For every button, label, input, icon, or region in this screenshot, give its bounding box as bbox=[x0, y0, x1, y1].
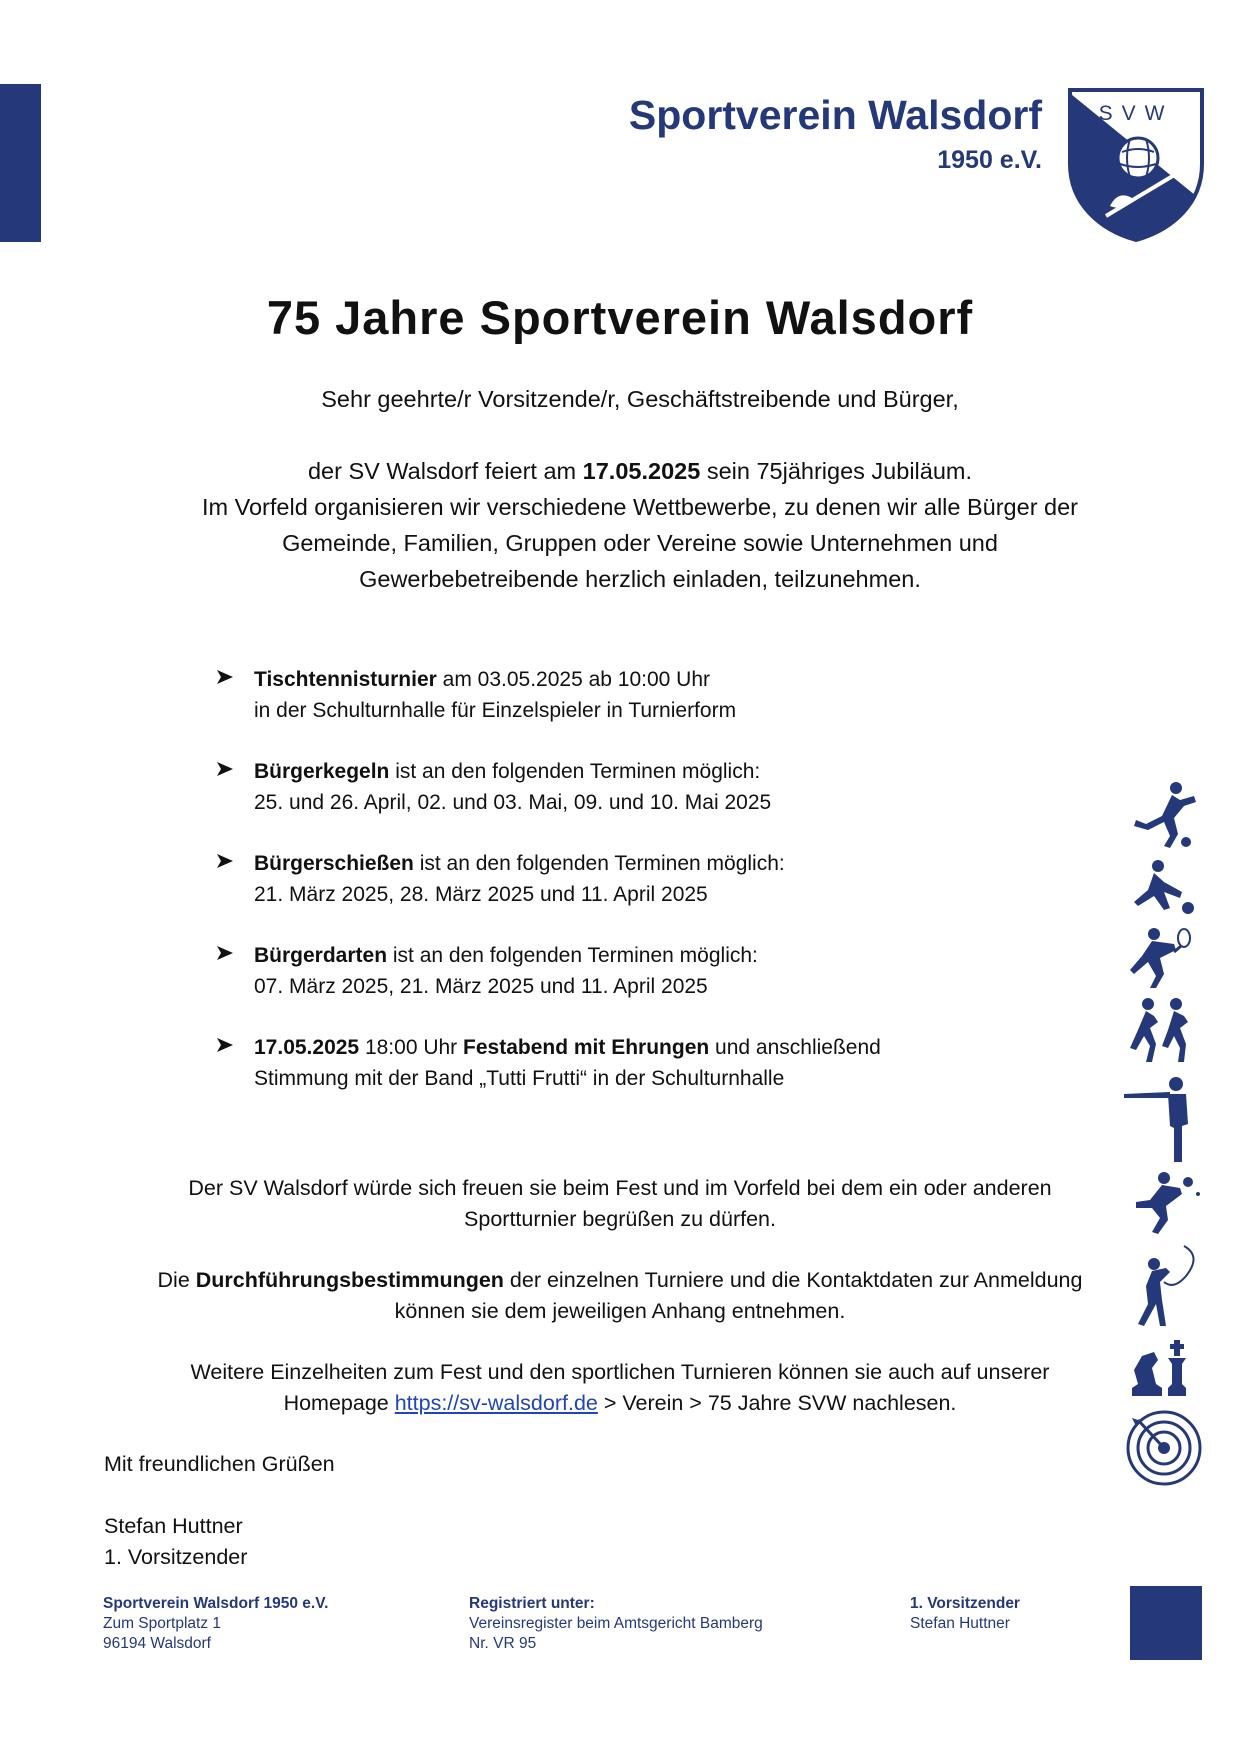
footer-title: Registriert unter: bbox=[469, 1595, 595, 1612]
gymnastics-icon bbox=[1124, 1242, 1204, 1328]
event-detail-line: Stimmung mit der Band „Tutti Frutti“ in der Schulturnhalle bbox=[254, 1067, 785, 1090]
chess-icon bbox=[1124, 1334, 1204, 1402]
festabend-date: 17.05.2025 bbox=[254, 1036, 360, 1059]
intro-text: der SV Walsdorf feiert am bbox=[307, 458, 583, 484]
festabend-title: Festabend mit Ehrungen bbox=[463, 1036, 710, 1059]
signer-name: Stefan Huttner bbox=[104, 1514, 243, 1538]
event-detail: ist an den folgenden Terminen möglich: bbox=[387, 944, 758, 967]
footer-title: Sportverein Walsdorf 1950 e.V. bbox=[103, 1595, 329, 1612]
event-detail-line: 21. März 2025, 28. März 2025 und 11. April 2025 bbox=[254, 883, 708, 906]
soccer-icon bbox=[1124, 780, 1204, 852]
arrow-bullet-icon bbox=[215, 756, 235, 782]
intro-line-4: Gewerbebetreibende herzlich einladen, teilzunehmen. bbox=[359, 566, 921, 592]
event-detail: ist an den folgenden Terminen möglich: bbox=[413, 852, 785, 875]
arrow-bullet-icon bbox=[215, 664, 235, 690]
intro-line-1 bbox=[60, 453, 1220, 489]
list-item bbox=[215, 940, 1015, 1002]
event-list bbox=[215, 664, 1015, 1124]
list-item bbox=[215, 756, 1015, 818]
salutation: Sehr geehrte/r Vorsitzende/r, Geschäftstreibende und Bürger, bbox=[321, 386, 959, 412]
event-title: Bürgerkegeln bbox=[254, 760, 390, 783]
list-item bbox=[215, 1032, 1015, 1094]
footer-line: Zum Sportplatz 1 bbox=[103, 1615, 222, 1632]
arrow-bullet-icon bbox=[215, 1032, 235, 1058]
intro-line-3: Gemeinde, Familien, Gruppen oder Vereine sowie Unternehmen und bbox=[282, 530, 998, 556]
footer-col-register bbox=[469, 1594, 763, 1654]
event-detail-line: in der Schulturnhalle für Einzelspieler in Turnierform bbox=[254, 699, 737, 722]
running-icon bbox=[1124, 996, 1204, 1066]
festabend-time: 18:00 Uhr bbox=[359, 1036, 464, 1059]
sport-icons-column bbox=[1124, 780, 1214, 1494]
event-detail-line: 25. und 26. April, 02. und 03. Mai, 09. und 10. Mai 2025 bbox=[254, 791, 772, 814]
intro-text: sein 75jähriges Jubiläum. bbox=[700, 458, 973, 484]
closing-text: Die bbox=[157, 1268, 196, 1292]
closing-text: Weitere Einzelheiten zum Fest und den sportlichen Turnieren können sie auch auf unserer bbox=[190, 1360, 1050, 1384]
closing-bold-text: Durchführungsbestimmungen bbox=[195, 1268, 504, 1292]
footer-line: 96194 Walsdorf bbox=[103, 1635, 211, 1652]
intro-line-2: Im Vorfeld organisieren wir verschiedene Wettbewerbe, zu denen wir alle Bürger der bbox=[201, 494, 1079, 520]
closing-paragraph-2 bbox=[100, 1265, 1140, 1327]
footer-accent-square bbox=[1130, 1586, 1202, 1660]
footer-col-club bbox=[103, 1594, 328, 1654]
closing-text: > Verein > 75 Jahre SVW nachlesen. bbox=[597, 1391, 957, 1415]
footer-col-chair bbox=[910, 1594, 1020, 1634]
closing-text: Der SV Walsdorf würde sich freuen sie beim Fest und im Vorfeld bei dem ein oder anderen bbox=[188, 1176, 1052, 1200]
tennis-icon bbox=[1124, 926, 1204, 990]
closing-text: Homepage bbox=[283, 1391, 395, 1415]
footer-title: 1. Vorsitzender bbox=[910, 1595, 1020, 1612]
club-year: 1950 e.V. bbox=[937, 146, 1042, 174]
event-detail-line: 07. März 2025, 21. März 2025 und 11. April 2025 bbox=[254, 975, 708, 998]
club-crest-logo bbox=[1066, 86, 1206, 244]
intro-paragraph bbox=[60, 453, 1220, 597]
event-title: Bürgerdarten bbox=[254, 944, 388, 967]
svg-text:SVW: SVW bbox=[1098, 102, 1174, 125]
arrow-bullet-icon bbox=[215, 848, 235, 874]
bowling-icon bbox=[1124, 858, 1204, 920]
list-item bbox=[215, 848, 1015, 910]
closing-text: Sportturnier begrüßen zu dürfen. bbox=[464, 1207, 776, 1231]
closing-text: der einzelnen Turniere und die Kontaktdaten zur Anmeldung bbox=[503, 1268, 1083, 1292]
shooting-icon bbox=[1124, 1072, 1204, 1164]
closing-text: können sie dem jeweiligen Anhang entnehmen. bbox=[394, 1299, 846, 1323]
event-detail: am 03.05.2025 ab 10:00 Uhr bbox=[436, 668, 711, 691]
event-detail: und anschließend bbox=[709, 1036, 881, 1059]
target-icon bbox=[1124, 1408, 1204, 1488]
arrow-bullet-icon bbox=[215, 940, 235, 966]
closing-greeting: Mit freundlichen Grüßen bbox=[104, 1452, 335, 1476]
signer-role: 1. Vorsitzender bbox=[104, 1545, 248, 1569]
event-title: Tischtennisturnier bbox=[254, 668, 437, 691]
left-accent-bar bbox=[0, 84, 41, 242]
page-title: 75 Jahre Sportverein Walsdorf bbox=[266, 291, 974, 344]
event-title: Bürgerschießen bbox=[254, 852, 414, 875]
event-detail: ist an den folgenden Terminen möglich: bbox=[389, 760, 761, 783]
list-item bbox=[215, 664, 1015, 726]
table-tennis-icon bbox=[1124, 1170, 1204, 1236]
closing-paragraph-1 bbox=[100, 1173, 1140, 1235]
footer-line: Stefan Huttner bbox=[910, 1615, 1010, 1632]
footer-line: Nr. VR 95 bbox=[469, 1635, 537, 1652]
homepage-link[interactable]: https://sv-walsdorf.de bbox=[394, 1391, 598, 1415]
closing-paragraph-3 bbox=[100, 1357, 1140, 1419]
footer-line: Vereinsregister beim Amtsgericht Bamberg bbox=[469, 1615, 763, 1632]
club-name: Sportverein Walsdorf bbox=[628, 92, 1042, 138]
anniversary-date: 17.05.2025 bbox=[582, 458, 701, 484]
